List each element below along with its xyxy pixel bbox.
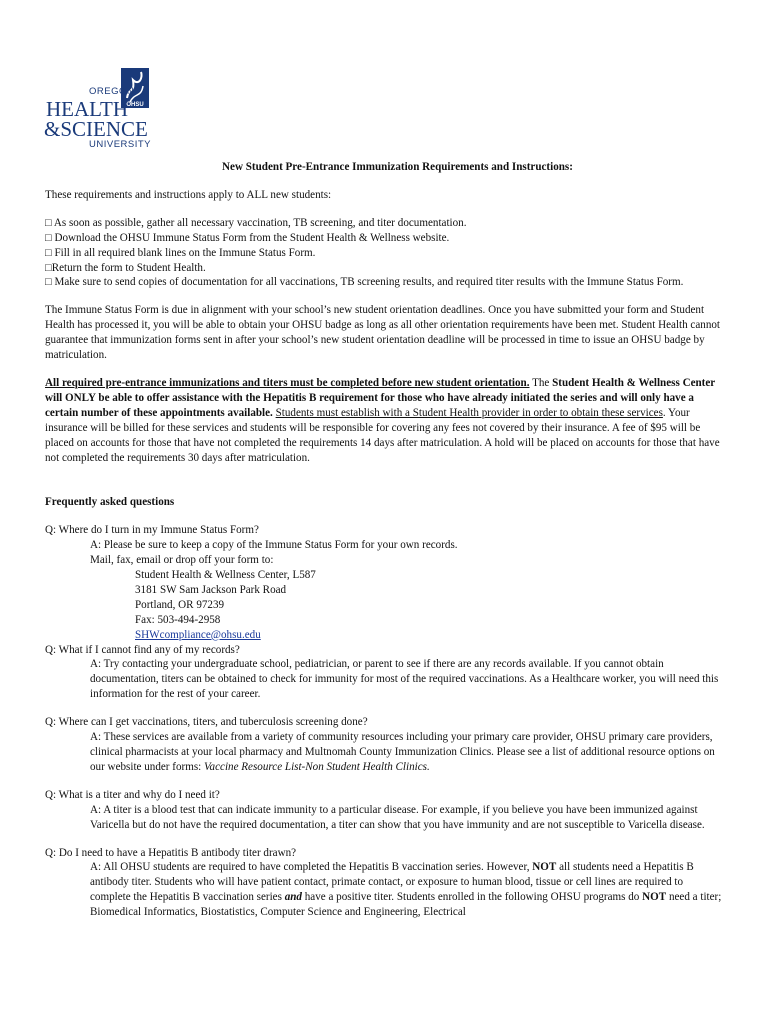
checklist-item: □ As soon as possible, gather all necessary vaccination, TB screening, and titer documentation. bbox=[45, 216, 467, 229]
faq-item bbox=[45, 523, 725, 642]
faq-item bbox=[45, 643, 725, 703]
faq-answer-text: all students need a Hepatitis B antibody titer. Students who will have patient contact, primate contact, or exposure to human blood, tissue or cell lines are required to complete the Hepatitis B vaccination series bbox=[90, 861, 694, 904]
faq-heading-text: Frequently asked questions bbox=[45, 496, 175, 509]
checklist-item: □Return the form to Student Health. bbox=[45, 261, 206, 274]
page-title: New Student Pre-Entrance Immunization Requirements and Instructions: bbox=[222, 161, 573, 173]
document-body bbox=[45, 160, 725, 920]
email-link[interactable]: SHWcompliance@ohsu.edu bbox=[135, 628, 261, 641]
faq-answer bbox=[45, 730, 725, 775]
address-line: 3181 SW Sam Jackson Park Road bbox=[135, 583, 287, 596]
faq-item bbox=[45, 788, 725, 833]
faq-answer: A: Please be sure to keep a copy of the Immune Status Form for your own records. bbox=[90, 539, 458, 552]
requirement-underlined: All required pre-entrance immunizations and titers must be completed before new student orientation. bbox=[45, 376, 530, 389]
faq-question: Q: Where can I get vaccinations, titers, and tuberculosis screening done? bbox=[45, 716, 368, 729]
faq-question: Q: Do I need to have a Hepatitis B antibody titer drawn? bbox=[45, 846, 297, 859]
emphasis-not: NOT bbox=[642, 891, 667, 904]
logo-line-3: &SCIENCE bbox=[44, 117, 148, 141]
requirement-text: The bbox=[529, 376, 553, 389]
intro-text: These requirements and instructions apply to ALL new students: bbox=[45, 188, 332, 201]
faq-answer-text: A: These services are available from a variety of community resources including your primary care provider, OHSU primary care providers, clinical pharmacists at your local pharmacy and Multnomah County Immunization Clinics. Please see a list of additional resource options on our website under forms: bbox=[90, 731, 715, 773]
emphasis-and: and bbox=[284, 891, 302, 904]
requirement-provider-note: Students must establish with a Student Health provider in order to obtain these services bbox=[275, 406, 663, 419]
faq-heading bbox=[45, 495, 725, 510]
requirement-fees: . Your insurance will be billed for these services and students will be responsible for covering any fees not covered by their insurance. A fee of $95 will be placed on accounts for those that have not completed the requirements 14 days after matriculation. A hold will be placed on accounts for those that have not completed the requirements 30 days after matriculation. bbox=[45, 406, 720, 464]
faq-answer-text: have a positive titer. Students enrolled in the following OHSU programs do bbox=[301, 891, 643, 904]
requirement-paragraph bbox=[45, 376, 725, 465]
faq-item bbox=[45, 846, 725, 921]
address-line: Student Health & Wellness Center, L587 bbox=[135, 569, 316, 582]
faq-question: Q: Where do I turn in my Immune Status Form? bbox=[45, 524, 259, 537]
logo-line-4: UNIVERSITY bbox=[89, 139, 152, 150]
checklist-item: □ Make sure to send copies of documentation for all vaccinations, TB screening results, and required titer results with the Immune Status Form. bbox=[45, 276, 684, 289]
emphasis-not: NOT bbox=[532, 861, 557, 874]
faq-answer-text: need a titer; Biomedical Informatics, Biostatistics, Computer Science and Engineering, Electrical bbox=[90, 891, 722, 919]
faq-answer: A: Try contacting your undergraduate school, pediatrician, or parent to see if there are any records available. If you cannot obtain documentation, titers can be obtained to check for immunity for most of the required vaccinations. As a Healthcare worker, you will need this information for the rest of your career. bbox=[90, 658, 719, 701]
logo-line-1: OREGON bbox=[89, 86, 135, 97]
logo-line-2: HEALTH bbox=[46, 97, 129, 121]
checklist bbox=[45, 216, 725, 291]
faq-question: Q: What is a titer and why do I need it? bbox=[45, 788, 220, 801]
resource-list-title: Vaccine Resource List-Non Student Health Clinics. bbox=[204, 760, 430, 773]
requirement-bold: Student Health & Wellness Center will ONLY be able to offer assistance with the Hepatitis B requirement for those who have already initiated the series and will only have a certain number of these appointments available. bbox=[45, 376, 716, 419]
address-line: Portland, OR 97239 bbox=[135, 598, 225, 611]
ohsu-logo bbox=[44, 66, 164, 150]
logo-badge: OHSU bbox=[126, 102, 144, 108]
checklist-item: □ Fill in all required blank lines on the Immune Status Form. bbox=[45, 246, 316, 259]
faq-answer-line: Mail, fax, email or drop off your form to: bbox=[90, 554, 274, 567]
due-paragraph: The Immune Status Form is due in alignment with your school’s new student orientation deadlines. Once you have submitted your form and Student Health has processed it, you will be able to obtain your OHSU badge as long as all other orientation requirements have been met. Student Health cannot guarantee that immunization forms sent in after your school’s new student orientation deadline will be processed in time to issue an OHSU badge by matriculation. bbox=[45, 304, 720, 362]
faq-answer-text: A: All OHSU students are required to have completed the Hepatitis B vaccination series. However, bbox=[90, 861, 533, 874]
checklist-item: □ Download the OHSU Immune Status Form from the Student Health & Wellness website. bbox=[45, 231, 450, 244]
address-line: Fax: 503-494-2958 bbox=[135, 613, 221, 626]
faq-question: Q: What if I cannot find any of my records? bbox=[45, 643, 240, 656]
faq-answer: A: A titer is a blood test that can indicate immunity to a particular disease. For example, if you believe you have been immunized against Varicella but do not have the required documentation, a titer can show that you have immunity and are not susceptible to Varicella disease. bbox=[90, 803, 705, 831]
faq-answer bbox=[45, 860, 725, 920]
faq-item bbox=[45, 715, 725, 775]
email-line bbox=[45, 628, 725, 643]
